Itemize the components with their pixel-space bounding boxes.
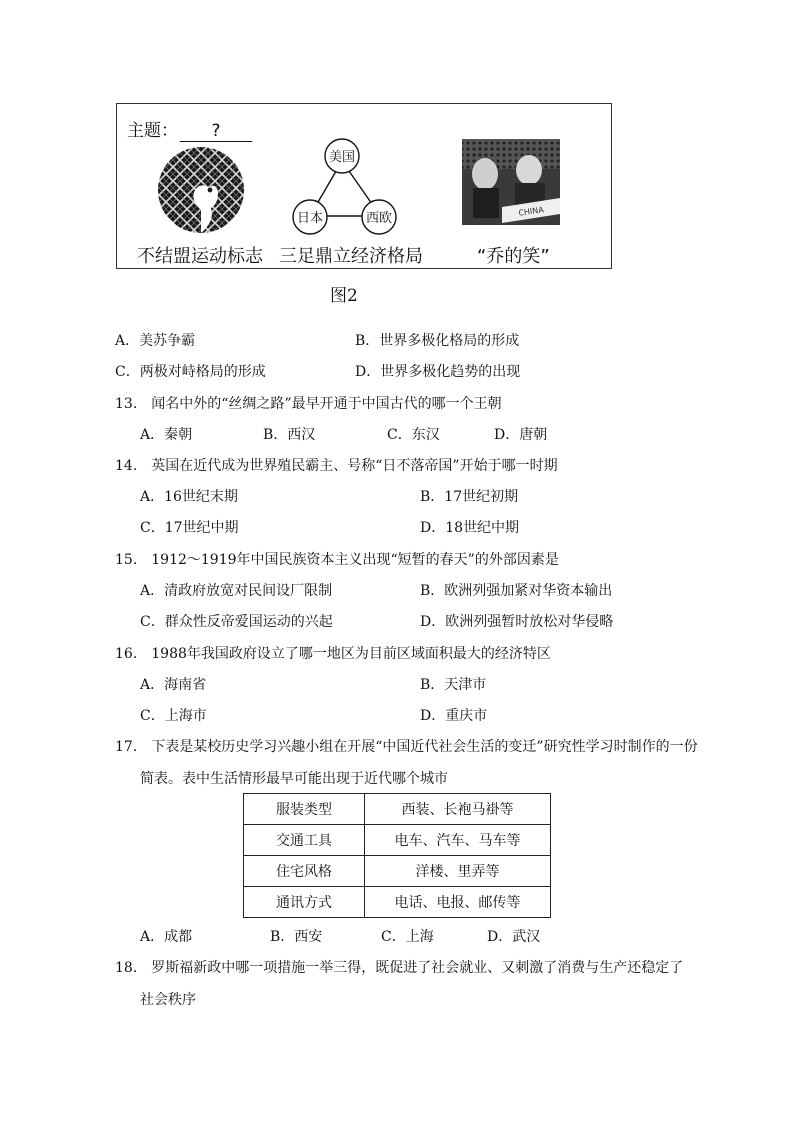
table-cell: 洋楼、里弄等 [365,856,551,887]
table-row [244,887,551,918]
table-cell: 服装类型 [244,794,365,825]
table-cell: 电话、电报、邮传等 [365,887,551,918]
q15-option-b: B．欧洲列强加紧对华资本输出 [420,583,613,599]
q18-stem-line2: 社会秩序 [140,992,196,1008]
table-cell: 通讯方式 [244,887,365,918]
triangle-node-label: 美国 [328,150,356,165]
q16-option-a: A．海南省 [140,677,207,693]
figure-theme [127,116,252,142]
figure-label: 图2 [330,286,358,306]
q12-option-c: C．两极对峙格局的形成 [115,364,266,380]
table-row [244,794,551,825]
q15-option-a: A．清政府放宽对民间设厂限制 [140,583,333,599]
q14-option-b: B．17世纪初期 [420,489,519,505]
q15-option-c: C．群众性反帝爱国运动的兴起 [140,614,333,630]
q15-stem: 15. 1912～1919年中国民族资本主义出现“短暂的春天”的外部因素是 [115,552,559,568]
q15-option-d: D．欧洲列强暂时放松对华侵略 [420,614,614,630]
q17-option-c: C．上海 [381,929,434,945]
q12-option-b: B．世界多极化格局的形成 [355,333,520,349]
q13-option-d: D．唐朝 [494,427,548,443]
q17-stem-line2: 简表。表中生活情形最早可能出现于近代哪个城市 [140,771,448,787]
q18-stem-line1: 18. 罗斯福新政中哪一项措施一举三得，既促进了社会就业、又刺激了消费与生产还稳定了 [115,960,684,976]
q17-table [243,793,551,918]
q16-option-b: B．天津市 [420,677,487,693]
q17-option-d: D．武汉 [487,929,541,945]
figure-2-box [116,103,612,269]
table-cell: 交通工具 [244,825,365,856]
theme-blank: ? [180,121,252,142]
triangle-caption: 三足鼎立经济格局 [279,246,423,267]
photo-sign-text: CHINA [517,205,545,218]
qiao-laugh-photo [462,139,560,225]
q12-option-a: A．美苏争霸 [115,333,196,349]
q17-stem-line1: 17. 下表是某校历史学习兴趣小组在开展“中国近代社会生活的变迁”研究性学习时制作的一份 [115,739,698,755]
q12-option-d: D．世界多极化趋势的出现 [355,364,521,380]
logo-caption: 不结盟运动标志 [137,246,263,267]
photo-caption: “乔的笑” [477,246,550,267]
q17-option-a: A．成都 [140,929,193,945]
q16-option-c: C．上海市 [140,708,207,724]
q14-stem: 14. 英国在近代成为世界殖民霸主、号称“日不落帝国”开始于哪一时期 [115,458,558,474]
theme-label: 主题： [127,121,178,141]
table-cell: 住宅风格 [244,856,365,887]
q14-option-c: C．17世纪中期 [140,520,239,536]
q14-option-d: D．18世纪中期 [420,520,520,536]
q16-stem: 16. 1988年我国政府设立了哪一地区为目前区域面积最大的经济特区 [115,646,551,662]
table-cell: 电车、汽车、马车等 [365,825,551,856]
q17-option-b: B．西安 [270,929,323,945]
table-row [244,856,551,887]
triangle-node-label: 西欧 [365,211,393,226]
q16-option-d: D．重庆市 [420,708,488,724]
triangle-diagram [293,139,396,234]
triangle-node-label: 日本 [296,211,324,226]
table-cell: 西装、长袍马褂等 [365,794,551,825]
q13-option-b: B．西汉 [263,427,316,443]
q13-option-a: A．秦朝 [140,427,193,443]
q13-option-c: C．东汉 [387,427,440,443]
q13-stem: 13. 闻名中外的“丝绸之路”最早开通于中国古代的哪一个王朝 [115,396,502,412]
q14-option-a: A．16世纪末期 [140,489,238,505]
non-aligned-logo-icon [158,147,244,233]
table-row [244,825,551,856]
